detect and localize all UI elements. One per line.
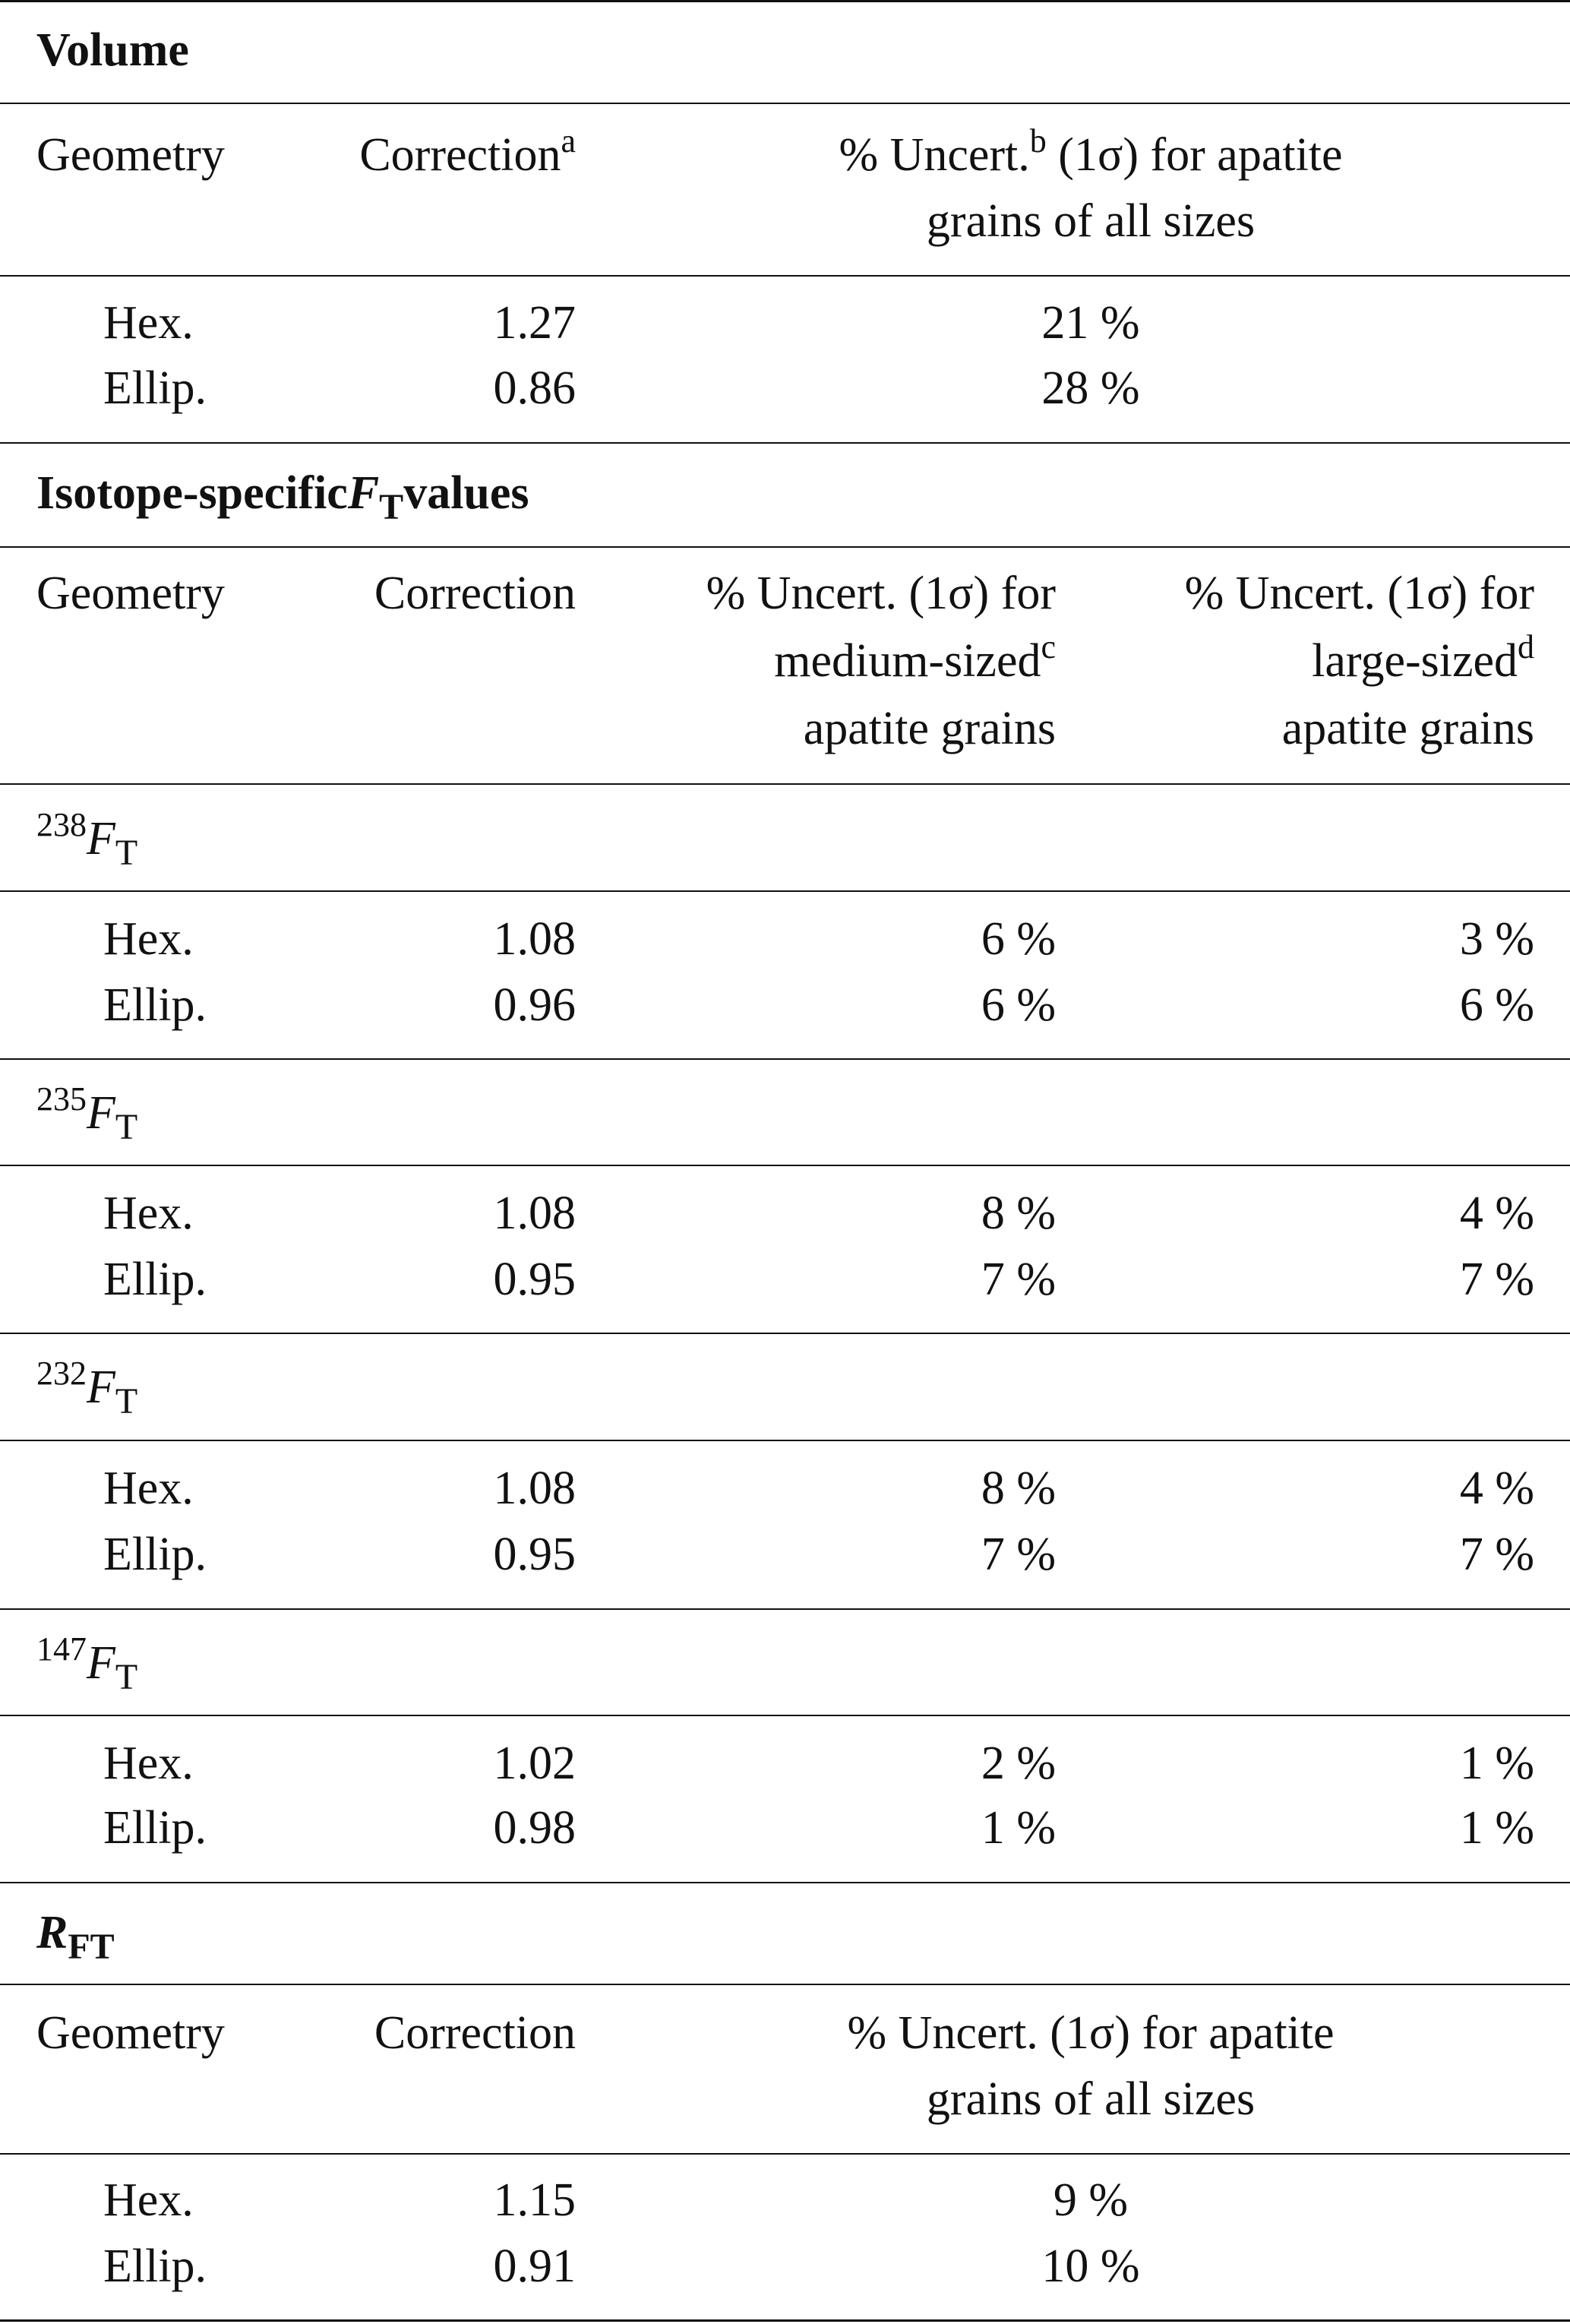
table-row-large: 4 % — [1459, 1462, 1534, 1514]
header-geometry: Geometry — [36, 568, 225, 619]
footnote-marker: a — [561, 122, 576, 160]
section-title-rft: $R_{FT}$ — [36, 1907, 115, 1967]
section-title-volume: Volume — [36, 24, 189, 76]
table-row-uncert: 28 % — [1041, 362, 1140, 414]
group-label-238: $^{238}F_T$ — [36, 806, 138, 873]
rule — [0, 1608, 1570, 1610]
header-medium-line1: % Uncert. (1σ) for — [706, 568, 1056, 619]
table-row-geometry: Ellip. — [103, 1529, 207, 1580]
table-row-uncert: 10 % — [1041, 2240, 1140, 2292]
table-row-medium: 7 % — [981, 1254, 1056, 1305]
table-row-correction: 1.08 — [493, 1462, 576, 1514]
table-row-uncert: 21 % — [1041, 297, 1140, 349]
rule — [0, 546, 1570, 548]
table-row-correction: 0.86 — [493, 362, 576, 414]
header-large-line2: large-sized$^d$ — [1312, 628, 1534, 687]
table-row-large: 7 % — [1459, 1254, 1534, 1305]
table-top-rule — [0, 0, 1570, 2]
rule — [0, 1165, 1570, 1166]
rule — [0, 2153, 1570, 2155]
table-row-geometry: Ellip. — [103, 2240, 207, 2292]
table-row-large: 1 % — [1459, 1737, 1534, 1789]
table-row-large: 6 % — [1459, 979, 1534, 1031]
table-row-large: 4 % — [1459, 1187, 1534, 1239]
table-row-geometry: Hex. — [103, 1737, 194, 1789]
table-row-correction: 1.15 — [493, 2174, 576, 2226]
table-row-uncert: 9 % — [1053, 2174, 1129, 2226]
table-row-geometry: Ellip. — [103, 1254, 207, 1305]
table-row-correction: 0.98 — [493, 1802, 576, 1854]
header-uncert-line1: % Uncert. (1σ) for apatite — [847, 2007, 1335, 2059]
table-row-correction: 0.95 — [493, 1254, 576, 1305]
rule — [0, 1882, 1570, 1883]
header-correction: Correction$^a$ — [359, 122, 576, 181]
footnote-marker: c — [1041, 628, 1056, 666]
rule — [0, 1440, 1570, 1441]
table-row-large: 3 % — [1459, 913, 1534, 965]
header-large-line3: apatite grains — [1281, 703, 1534, 754]
rule — [0, 1984, 1570, 1985]
table-row-correction: 1.08 — [493, 1187, 576, 1239]
header-uncert-line1: % Uncert.$^b$ (1σ) for apatite — [839, 122, 1343, 181]
header-correction: Correction — [374, 568, 576, 619]
table-row-correction: 0.91 — [493, 2240, 576, 2292]
rule — [0, 103, 1570, 104]
header-uncert-line2: grains of all sizes — [926, 195, 1256, 247]
table-row-correction: 0.96 — [493, 979, 576, 1031]
table-row-medium: 6 % — [981, 979, 1056, 1031]
header-geometry: Geometry — [36, 129, 225, 181]
table-row-medium: 6 % — [981, 913, 1056, 965]
footnote-marker: b — [1029, 122, 1047, 160]
group-label-235: $^{235}F_T$ — [36, 1080, 138, 1147]
table-row-geometry: Ellip. — [103, 362, 207, 414]
rule — [0, 1333, 1570, 1334]
footnote-marker: d — [1518, 628, 1534, 666]
table-bottom-rule — [0, 2319, 1570, 2322]
header-large-line1: % Uncert. (1σ) for — [1184, 568, 1534, 619]
rule — [0, 1715, 1570, 1716]
table-row-geometry: Hex. — [103, 1462, 194, 1514]
table-row-large: 7 % — [1459, 1529, 1534, 1580]
rule — [0, 783, 1570, 785]
table-row-geometry: Ellip. — [103, 979, 207, 1031]
table-row-medium: 2 % — [981, 1737, 1056, 1789]
section-title-isotope: Isotope-specificF$_T$values — [36, 467, 529, 527]
table-row-geometry: Ellip. — [103, 1802, 207, 1854]
header-uncert-line2: grains of all sizes — [926, 2073, 1256, 2125]
table-row-correction: 1.02 — [493, 1737, 576, 1789]
table-row-correction: 1.27 — [493, 297, 576, 349]
table-row-geometry: Hex. — [103, 913, 194, 965]
rule — [0, 1058, 1570, 1060]
table-row-correction: 1.08 — [493, 913, 576, 965]
header-geometry: Geometry — [36, 2007, 225, 2059]
rule — [0, 275, 1570, 277]
table-row-medium: 1 % — [981, 1802, 1056, 1854]
header-medium-line2: medium-sized$^c$ — [774, 628, 1056, 687]
group-label-232: $^{232}F_T$ — [36, 1355, 138, 1421]
table-row-medium: 8 % — [981, 1462, 1056, 1514]
table-row-geometry: Hex. — [103, 297, 194, 349]
table-row-correction: 0.95 — [493, 1529, 576, 1580]
table-row-geometry: Hex. — [103, 2174, 194, 2226]
table-row-medium: 8 % — [981, 1187, 1056, 1239]
header-medium-line3: apatite grains — [803, 703, 1056, 754]
table-row-large: 1 % — [1459, 1802, 1534, 1854]
table-row-geometry: Hex. — [103, 1187, 194, 1239]
group-label-147: $^{147}F_T$ — [36, 1630, 138, 1697]
table-row-medium: 7 % — [981, 1529, 1056, 1580]
rule — [0, 890, 1570, 892]
rule — [0, 442, 1570, 444]
header-correction: Correction — [374, 2007, 576, 2059]
